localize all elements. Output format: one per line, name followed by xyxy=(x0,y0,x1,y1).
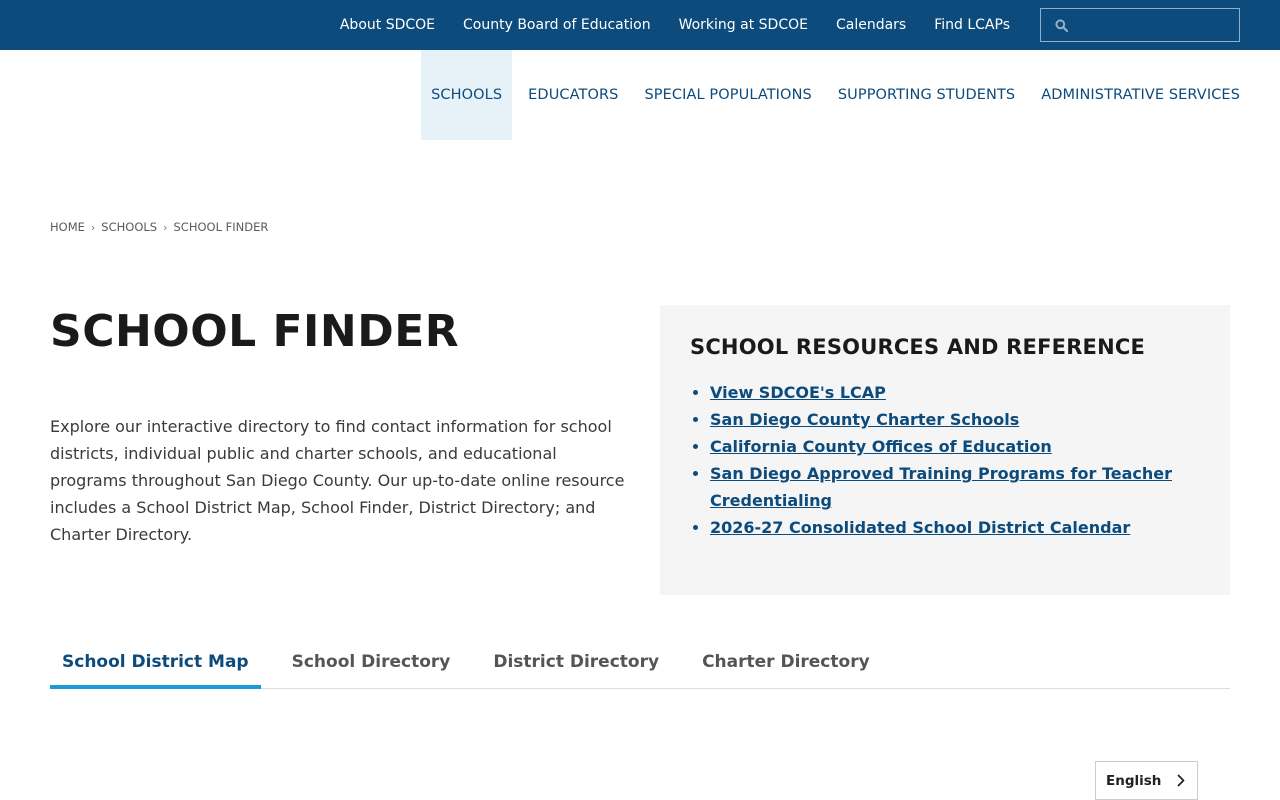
tab-charter-directory[interactable]: Charter Directory xyxy=(702,652,870,672)
utility-bar xyxy=(0,0,1280,50)
breadcrumb-current: SCHOOL FINDER xyxy=(173,220,269,234)
resource-link-district-calendar[interactable]: 2026-27 Consolidated School District Calendar xyxy=(710,518,1131,537)
utility-link-lcaps[interactable]: Find LCAPs xyxy=(934,17,1010,33)
resource-link-county-offices[interactable]: California County Offices of Education xyxy=(710,437,1052,456)
tab-school-district-map[interactable]: School District Map xyxy=(50,640,261,689)
page-title: SCHOOL FINDER xyxy=(50,306,460,357)
tab-school-directory[interactable]: School Directory xyxy=(291,652,451,672)
list-item xyxy=(710,433,1200,460)
resource-link-charter-schools[interactable]: San Diego County Charter Schools xyxy=(710,410,1020,429)
breadcrumb-schools[interactable]: SCHOOLS xyxy=(101,220,158,234)
language-selector[interactable] xyxy=(1095,761,1198,800)
search-icon[interactable] xyxy=(1055,19,1068,32)
resources-list xyxy=(710,379,1200,541)
utility-nav xyxy=(312,0,1010,50)
resource-link-teacher-credentialing[interactable]: San Diego Approved Training Programs for Teacher Credentialing xyxy=(710,464,1172,510)
breadcrumb xyxy=(50,220,268,234)
list-item xyxy=(710,514,1200,541)
language-label: English xyxy=(1106,772,1162,789)
chevron-right-icon: › xyxy=(90,220,96,234)
utility-link-board[interactable]: County Board of Education xyxy=(463,17,651,33)
chevron-right-icon: › xyxy=(163,220,168,234)
nav-item-schools[interactable]: SCHOOLS xyxy=(421,50,512,140)
breadcrumb-home[interactable]: HOME xyxy=(50,220,85,234)
nav-item-special-populations[interactable]: SPECIAL POPULATIONS xyxy=(644,87,812,103)
resources-heading: SCHOOL RESOURCES AND REFERENCE xyxy=(690,335,1146,359)
resource-link-lcap[interactable]: View SDCOE's LCAP xyxy=(710,383,886,402)
list-item xyxy=(710,406,1200,433)
resources-panel xyxy=(660,305,1230,595)
search-input[interactable] xyxy=(1076,18,1236,33)
utility-link-working[interactable]: Working at SDCOE xyxy=(678,17,808,33)
directory-tabs xyxy=(50,640,1230,689)
list-item xyxy=(710,460,1200,514)
utility-link-calendars[interactable]: Calendars xyxy=(835,17,907,33)
list-item xyxy=(710,379,1200,406)
utility-link-about[interactable]: About SDCOE xyxy=(339,17,436,33)
search-box[interactable] xyxy=(1040,8,1240,42)
nav-item-supporting-students[interactable]: SUPPORTING STUDENTS xyxy=(837,87,1016,103)
chevron-right-icon xyxy=(1177,774,1185,791)
intro-paragraph: Explore our interactive directory to find contact information for school districts, individual public and charter schools, and educational programs throughout San Diego County. Our up-to-date online resource includes a School District Map, School Finder, District Directory; and Charter Directory. xyxy=(50,417,625,544)
nav-item-educators[interactable]: EDUCATORS xyxy=(528,87,619,103)
main-nav xyxy=(421,50,1240,140)
nav-item-administrative-services[interactable]: ADMINISTRATIVE SERVICES xyxy=(1041,87,1240,103)
tab-district-directory[interactable]: District Directory xyxy=(493,652,660,672)
